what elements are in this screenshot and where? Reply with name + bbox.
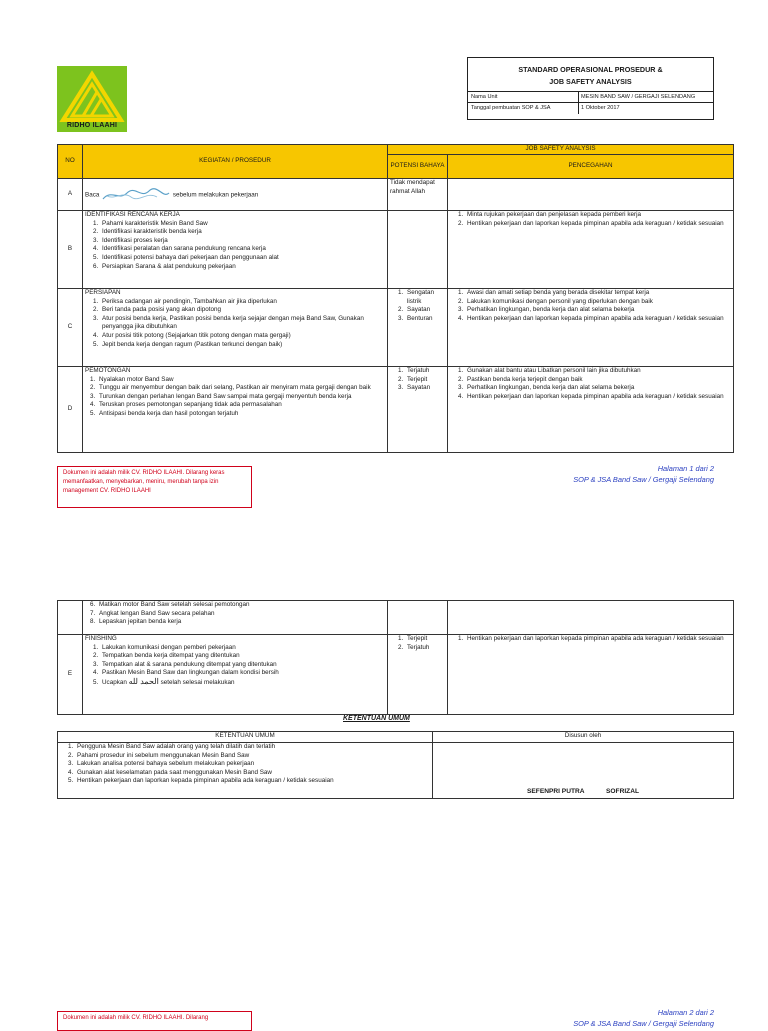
header-row-date bbox=[468, 102, 713, 114]
list-item: 8. Lepaskan jepitan benda kerja bbox=[97, 618, 385, 627]
col-pencegahan-header: PENCEGAHAN bbox=[448, 155, 734, 179]
hazard-list bbox=[390, 635, 445, 652]
row-potensi bbox=[388, 289, 448, 367]
table-row-d-continued bbox=[58, 601, 734, 635]
table-row-a bbox=[58, 179, 734, 211]
row-no: C bbox=[58, 289, 83, 367]
col-kegiatan-header: KEGIATAN / PROSEDUR bbox=[83, 145, 388, 179]
list-item: 4. Teruskan proses pemotongan sepanjang tidak ada permasalahan bbox=[97, 401, 385, 410]
unit-label: Nama Unit bbox=[471, 94, 498, 100]
list-item: 5. Hentikan pekerjaan dan laporkan kepada pimpinan apabila ada keraguan / ketidak sesuaian bbox=[75, 777, 430, 786]
table-row-c bbox=[58, 289, 734, 367]
row-pencegahan bbox=[448, 601, 734, 635]
list-item: 4. Hentikan pekerjaan dan laporkan kepada pimpinan apabila ada keraguan / ketidak sesuaian bbox=[465, 315, 731, 324]
section-title: PEMOTONGAN bbox=[85, 367, 131, 374]
row-kegiatan bbox=[83, 367, 388, 453]
sop-table-page1 bbox=[57, 144, 734, 453]
baca-suffix: sebelum melakukan pekerjaan bbox=[172, 191, 259, 199]
page-number: Halaman 2 dari 2 bbox=[657, 1008, 714, 1017]
date-value: 1 Oktober 2017 bbox=[581, 105, 620, 111]
list-item: 2. Lakukan komunikasi dengan personil yang diperlukan dengan baik bbox=[465, 298, 731, 307]
list-item: 2. Hentikan pekerjaan dan laporkan kepada pimpinan apabila ada keraguan / ketidak sesuaian bbox=[465, 220, 731, 229]
row-kegiatan bbox=[83, 179, 388, 211]
ketentuan-list-cell bbox=[58, 743, 433, 799]
procedure-list bbox=[85, 376, 385, 419]
list-item: 1. Terjatuh bbox=[405, 367, 445, 376]
list-item: 1. Gunakan alat bantu atau Libatkan personil lain jika dibutuhkan bbox=[465, 367, 731, 376]
row-no: A bbox=[58, 179, 83, 211]
ownership-notice-page2: Dokumen ini adalah milik CV. RIDHO ILAAHI. Dilarang bbox=[57, 1011, 252, 1031]
logo-text: RIDHO ILAAHI bbox=[66, 122, 118, 129]
list-item bbox=[100, 678, 385, 688]
list-item: 1. Pengguna Mesin Band Saw adalah orang yang telah dilatih dan terlatih bbox=[75, 743, 430, 752]
row-potensi bbox=[388, 211, 448, 289]
prevention-list bbox=[450, 635, 731, 644]
hamdalah-text: الحمد لله bbox=[128, 676, 159, 686]
procedure-list bbox=[85, 644, 385, 688]
list-item: 1. Minta rujukan pekerjaan dan penjelasan kepada pemberi kerja bbox=[465, 211, 731, 220]
list-item: 3. Perhatikan lingkungan, benda kerja dan alat selama bekerja bbox=[465, 384, 731, 393]
row-pencegahan bbox=[448, 289, 734, 367]
list-item: 2. Pastikan benda kerja terjepit dengan baik bbox=[465, 376, 731, 385]
list-item: 2. Terjatuh bbox=[405, 644, 445, 653]
list-item: 3. Sayatan bbox=[405, 384, 445, 393]
row-kegiatan bbox=[83, 211, 388, 289]
document-name: SOP & JSA Band Saw / Gergaji Selendang bbox=[573, 1019, 714, 1028]
list-item: 3. Lakukan analisa potensi bahaya sebelum melakukan pekerjaan bbox=[75, 760, 430, 769]
row-kegiatan bbox=[83, 289, 388, 367]
list-item: 3. Turunkan dengan perlahan lengan Band Saw sampai mata gergaji menyentuh benda kerja bbox=[97, 393, 385, 402]
ownership-notice: Dokumen ini adalah milik CV. RIDHO ILAAHI. Dilarang keras memanfaatkan, menyebarkan, meniru, merubah tanpa izin management CV. RIDHO ILAAHI bbox=[57, 466, 252, 508]
list-item: 3. Benturan bbox=[405, 315, 445, 324]
list-item: 4. Hentikan pekerjaan dan laporkan kepada pimpinan apabila ada keraguan / ketidak sesuaian bbox=[465, 393, 731, 402]
list-item: 1. Lakukan komunikasi dengan pemberi pekerjaan bbox=[100, 644, 385, 653]
list-item: 3. Identifikasi proses kerja bbox=[100, 237, 385, 246]
row-pencegahan bbox=[448, 211, 734, 289]
list-item: 1. Sengatan listrik bbox=[405, 289, 445, 306]
list-item: 1. Hentikan pekerjaan dan laporkan kepada pimpinan apabila ada keraguan / ketidak sesuaian bbox=[465, 635, 731, 644]
row-no: E bbox=[58, 635, 83, 715]
row-pencegahan bbox=[448, 179, 734, 211]
prevention-list bbox=[450, 211, 731, 228]
list-item: 1. Nyalakan motor Band Saw bbox=[97, 376, 385, 385]
title-line-2: JOB SAFETY ANALYSIS bbox=[549, 77, 632, 86]
table-row-d bbox=[58, 367, 734, 453]
list-item: 4. Identifikasi peralatan dan sarana pendukung rencana kerja bbox=[100, 245, 385, 254]
list-item: 2. Pahami prosedur ini sebelum menggunakan Mesin Band Saw bbox=[75, 752, 430, 761]
list-item: 1. Awasi dan amati setiap benda yang berada disekitar tempat kerja bbox=[465, 289, 731, 298]
list-item: 1. Terjepit bbox=[405, 635, 445, 644]
procedure-list bbox=[85, 220, 385, 272]
ketentuan-list bbox=[60, 743, 430, 786]
hazard-list bbox=[390, 289, 445, 323]
row-kegiatan bbox=[83, 601, 388, 635]
ketentuan-umum-table bbox=[57, 731, 734, 799]
row-no: B bbox=[58, 211, 83, 289]
basmalah-calligraphy-icon bbox=[101, 187, 171, 203]
section-title: PERSIAPAN bbox=[85, 289, 121, 296]
prevention-list bbox=[450, 289, 731, 323]
ucapkan-text: Ucapkan bbox=[102, 678, 127, 686]
list-item: 6. Matikan motor Band Saw setelah selesai pemotongan bbox=[97, 601, 385, 610]
ketentuan-header: KETENTUAN UMUM bbox=[58, 732, 433, 743]
list-item: 4. Gunakan alat keselamatan pada saat menggunakan Mesin Band Saw bbox=[75, 769, 430, 778]
pyramid-logo-icon bbox=[57, 68, 127, 126]
list-item: 2. Beri tanda pada posisi yang akan dipotong bbox=[100, 306, 385, 315]
section-title: IDENTIFIKASI RENCANA KERJA bbox=[85, 211, 180, 218]
list-item: 1. Periksa cadangan air pendingin, Tambahkan air jika diperlukan bbox=[100, 298, 385, 307]
page-footer-2 bbox=[440, 1007, 714, 1029]
row-pencegahan bbox=[448, 635, 734, 715]
document-title bbox=[468, 64, 713, 88]
list-item: 1. Pahami karakteristik Mesin Band Saw bbox=[100, 220, 385, 229]
baca-text: Baca bbox=[85, 191, 100, 199]
hazard-list bbox=[390, 367, 445, 393]
row-no: D bbox=[58, 367, 83, 453]
row-potensi bbox=[388, 635, 448, 715]
row-potensi bbox=[388, 601, 448, 635]
list-item: 2. Tempatkan benda kerja ditempat yang ditentukan bbox=[100, 652, 385, 661]
title-line-1: STANDARD OPERASIONAL PROSEDUR & bbox=[518, 65, 663, 74]
list-item: 6. Persiapkan Sarana & alat pendukung pekerjaan bbox=[100, 263, 385, 272]
row-potensi: Tidak mendapat rahmat Allah bbox=[388, 179, 448, 211]
page-footer-1 bbox=[440, 463, 714, 485]
row-potensi bbox=[388, 367, 448, 453]
list-item: 7. Angkat lengan Band Saw secara pelahan bbox=[97, 610, 385, 619]
signature-cell bbox=[433, 743, 734, 799]
list-item: 2. Tunggu air menyembur dengan baik dari selang, Pastikan air menyiram mata gergaji dengan baik bbox=[97, 384, 385, 393]
col-potensi-header: POTENSI BAHAYA bbox=[388, 155, 448, 179]
signer-2: SOFRIZAL bbox=[606, 788, 639, 796]
signer-1: SEFENPRI PUTRA bbox=[527, 788, 585, 796]
list-item: 2. Identifikasi karakteristik benda kerja bbox=[100, 228, 385, 237]
ucapkan-suffix: setelah selesai melakukan bbox=[160, 678, 235, 686]
list-item: 3. Atur posisi benda kerja, Pastikan posisi benda kerja sejajar dengan meja Band Saw, Gunakan penyangga jika dibutuhkan bbox=[100, 315, 385, 332]
sop-table-page2 bbox=[57, 600, 734, 715]
list-item: 3. Tempatkan alat & sarana pendukung ditempat yang ditentukan bbox=[100, 661, 385, 670]
table-row-b bbox=[58, 211, 734, 289]
document-name: SOP & JSA Band Saw / Gergaji Selendang bbox=[573, 475, 714, 484]
list-item: 5. Antisipasi benda kerja dan hasil potongan terjatuh bbox=[97, 410, 385, 419]
document-header-box bbox=[467, 57, 714, 120]
section-title: FINISHING bbox=[85, 635, 117, 642]
list-item: 2. Terjepit bbox=[405, 376, 445, 385]
row-kegiatan bbox=[83, 635, 388, 715]
ketentuan-umum-title: KETENTUAN UMUM bbox=[343, 715, 410, 722]
procedure-list bbox=[85, 298, 385, 350]
prevention-list bbox=[450, 367, 731, 401]
row-no bbox=[58, 601, 83, 635]
table-row-e bbox=[58, 635, 734, 715]
col-no-header: NO bbox=[58, 145, 83, 179]
list-item: 3. Perhatikan lingkungan, benda kerja dan alat selama bekerja bbox=[465, 306, 731, 315]
disusun-oleh-header: Disusun oleh bbox=[433, 732, 734, 743]
date-label: Tanggal pembuatan SOP & JSA bbox=[471, 105, 551, 111]
list-item: 4. Atur posisi titik potong (Sejajarkan titik potong dengan mata gergaji) bbox=[100, 332, 385, 341]
row-pencegahan bbox=[448, 367, 734, 453]
list-item: 5. Identifikasi potensi bahaya dari pekerjaan dan penggunaan alat bbox=[100, 254, 385, 263]
list-item: 5. Jepit benda kerja dengan ragum (Pastikan terkunci dengan baik) bbox=[100, 341, 385, 350]
list-item: 4. Pastikan Mesin Band Saw dan lingkungan dalam kondisi bersih bbox=[100, 669, 385, 678]
list-item: 2. Sayatan bbox=[405, 306, 445, 315]
procedure-list bbox=[85, 601, 385, 627]
page-number: Halaman 1 dari 2 bbox=[657, 464, 714, 473]
col-jsa-header: JOB SAFETY ANALYSIS bbox=[388, 145, 734, 155]
unit-value: MESIN BAND SAW / GERGAJI SELENDANG bbox=[581, 94, 696, 100]
company-logo bbox=[57, 66, 127, 132]
